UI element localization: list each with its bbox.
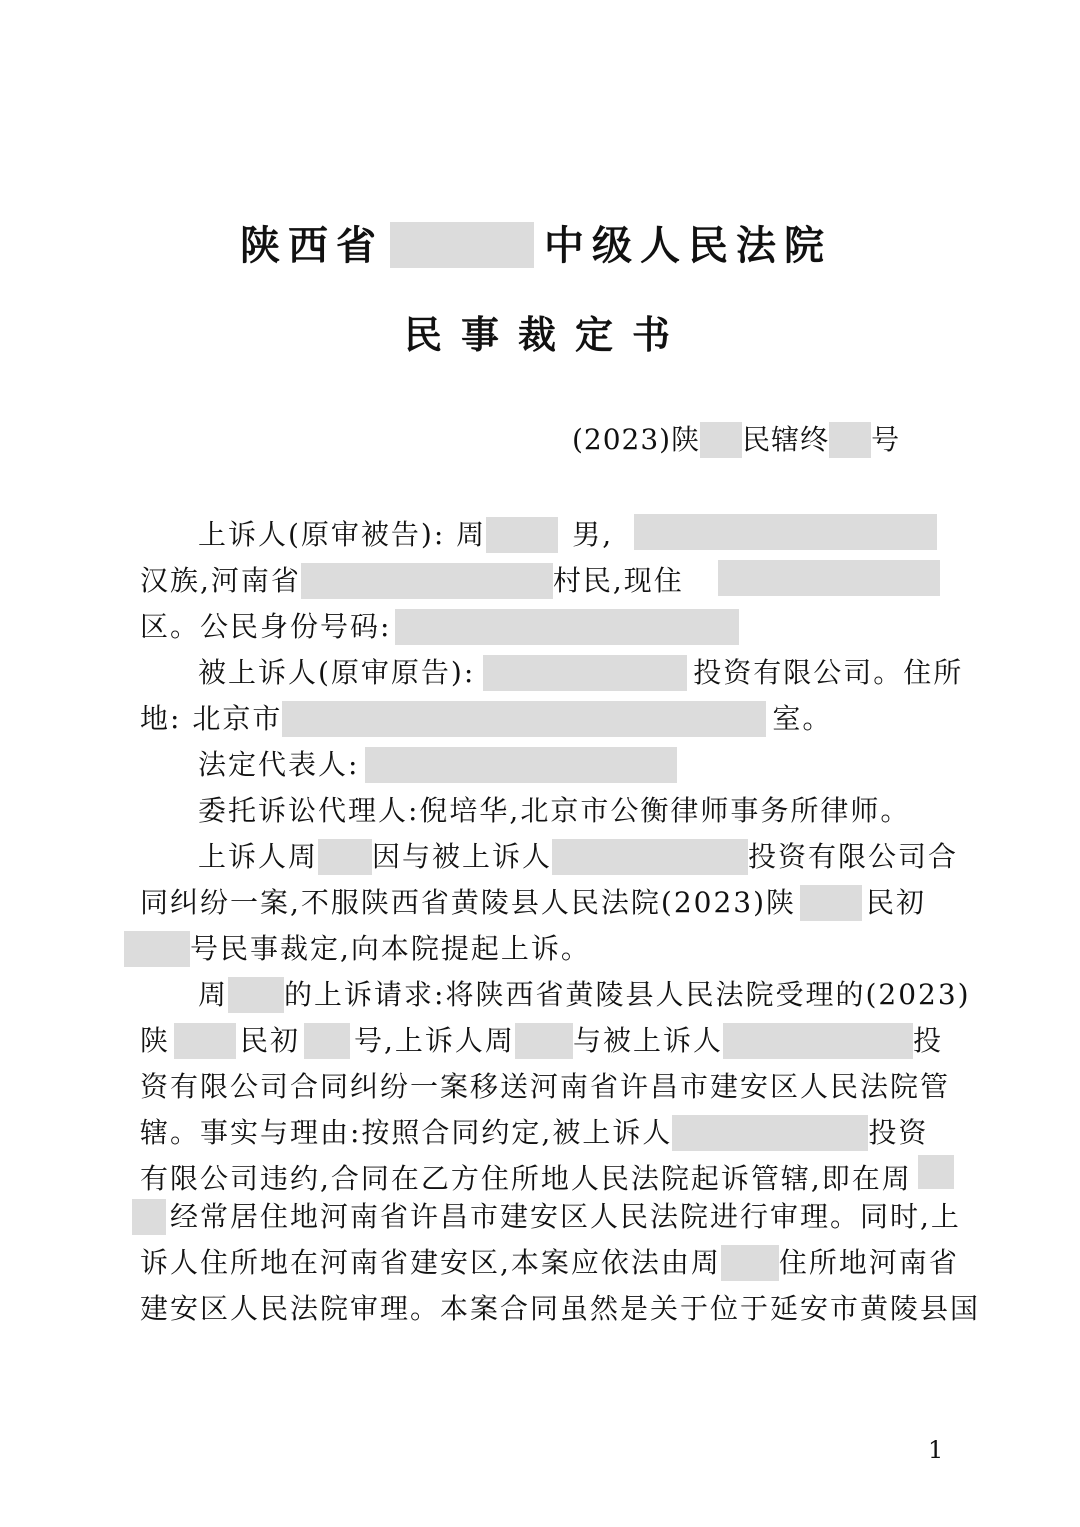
body-line-12: 陕 民初 号,上诉人周 与被上诉人 投 [140,1024,943,1057]
redaction-block [829,422,871,458]
redaction-block [700,422,742,458]
redaction-block [318,839,372,875]
redaction-block [721,1245,779,1281]
court-title [240,222,832,270]
redaction-block [124,931,190,967]
body-line-2: 汉族,河南省 村民,现住 [140,564,684,597]
body-line-3: 区。公民身份号码: [140,609,739,645]
body-line-16: 经常居住地河南省许昌市建安区人民法院进行审理。同时,上 [132,1199,961,1235]
redaction-block [718,560,940,596]
appeal-request-line: 周 的上诉请求:将陕西省黄陵县人民法院受理的(2023) [198,978,971,1011]
redaction-block [723,1023,913,1059]
redaction-block [483,655,687,691]
legal-representative-line: 法定代表人: [198,747,677,783]
redaction-block [800,885,862,921]
redaction-block [132,1199,166,1235]
body-line-15: 有限公司违约,合同在乙方住所地人民法院起诉管辖,即在周 [140,1162,912,1195]
court-title-prefix: 陕西省 [240,223,384,269]
case-number: (2023)陕 民辖终 号 [572,423,901,456]
body-line-10: 号民事裁定,向本院提起上诉。 [124,931,591,967]
redaction-block [174,1023,236,1059]
body-line-14: 辖。事实与理由:按照合同约定,被上诉人 投资 [140,1116,929,1149]
redaction-block [390,222,534,268]
redaction-block [552,839,748,875]
redaction-block [918,1155,954,1189]
redaction-block [301,563,553,599]
attorney-line: 委托诉讼代理人:倪培华,北京市公衡律师事务所律师。 [198,794,911,827]
appellee-line: 被上诉人(原审原告): 投资有限公司。住所 [198,656,964,689]
page-number: 1 [928,1436,944,1464]
redaction-block [672,1115,868,1151]
redaction-block [515,1023,573,1059]
body-line-9: 同纠纷一案,不服陕西省黄陵县人民法院(2023)陕 民初 [140,886,927,919]
court-title-suffix: 中级人民法院 [544,223,832,269]
body-line-17: 诉人住所地在河南省建安区,本案应依法由周 住所地河南省 [140,1246,959,1279]
body-line-5: 地: 北京市 室。 [140,702,833,735]
redaction-block [282,701,766,737]
document-type-title: 民事裁定书 [404,313,690,357]
body-line-18: 建安区人民法院审理。本案合同虽然是关于位于延安市黄陵县国 [140,1292,981,1325]
redaction-block [486,517,558,553]
appellant-line: 上诉人(原审被告): 周 男, [198,518,614,551]
redaction-block [365,747,677,783]
body-line-8: 上诉人周 因与被上诉人 投资有限公司合 [198,840,959,873]
redaction-block [634,514,937,550]
redaction-block [304,1023,350,1059]
redaction-block [395,609,739,645]
redaction-block [228,977,284,1013]
body-line-13: 资有限公司合同纠纷一案移送河南省许昌市建安区人民法院管 [140,1070,951,1103]
